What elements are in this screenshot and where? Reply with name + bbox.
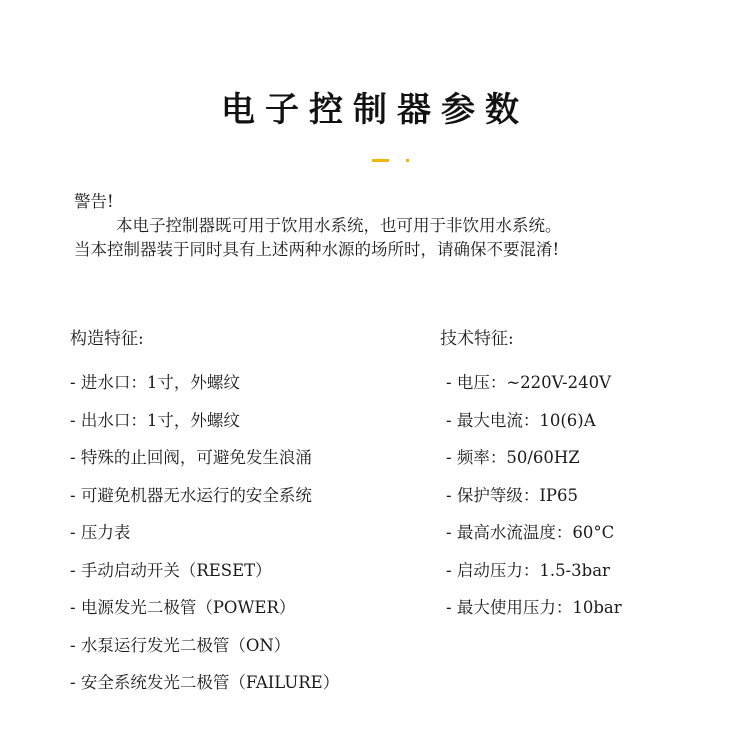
list-item: - 进水口：1寸，外螺纹	[70, 373, 240, 392]
list-item: - 频率：50/60HZ	[446, 448, 580, 467]
list-item: - 保护等级：IP65	[446, 485, 578, 505]
warning-line-2: 当本控制器装于同时具有上述两种水源的场所时，请确保不要混淆!	[74, 240, 560, 259]
list-item: - 水泵运行发光二极管（ON）	[70, 635, 291, 655]
list-item: - 可避免机器无水运行的安全系统	[70, 485, 312, 505]
list-item: - 电压：~220V-240V	[446, 373, 612, 392]
list-item: - 出水口：1寸，外螺纹	[70, 410, 240, 430]
list-item: - 最高水流温度：60°C	[446, 523, 615, 542]
page-title: 电子控制器参数	[221, 90, 529, 130]
list-item: - 电源发光二极管（POWER）	[70, 598, 296, 617]
list-item: - 最大使用压力：10bar	[446, 598, 622, 617]
list-item: - 特殊的止回阀，可避免发生浪涌	[70, 448, 312, 467]
title-accent-dot	[406, 159, 409, 162]
technical-features-list	[446, 370, 622, 633]
warning-line-1: 本电子控制器既可用于饮用水系统，也可用于非饮用水系统。	[116, 216, 562, 235]
list-item: - 压力表	[70, 523, 131, 542]
warning-block	[74, 190, 694, 262]
title-accent-bar	[372, 159, 389, 162]
list-item: - 手动启动开关（RESET）	[70, 560, 272, 580]
list-item: - 最大电流：10(6)A	[446, 410, 596, 430]
list-item: - 安全系统发光二极管（FAILURE）	[70, 673, 340, 692]
structure-features-title: 构造特征:	[70, 329, 144, 349]
technical-features-title: 技术特征:	[440, 329, 514, 349]
warning-heading: 警告!	[74, 192, 114, 211]
list-item: - 启动压力：1.5-3bar	[446, 560, 610, 580]
structure-features-list	[70, 370, 339, 708]
